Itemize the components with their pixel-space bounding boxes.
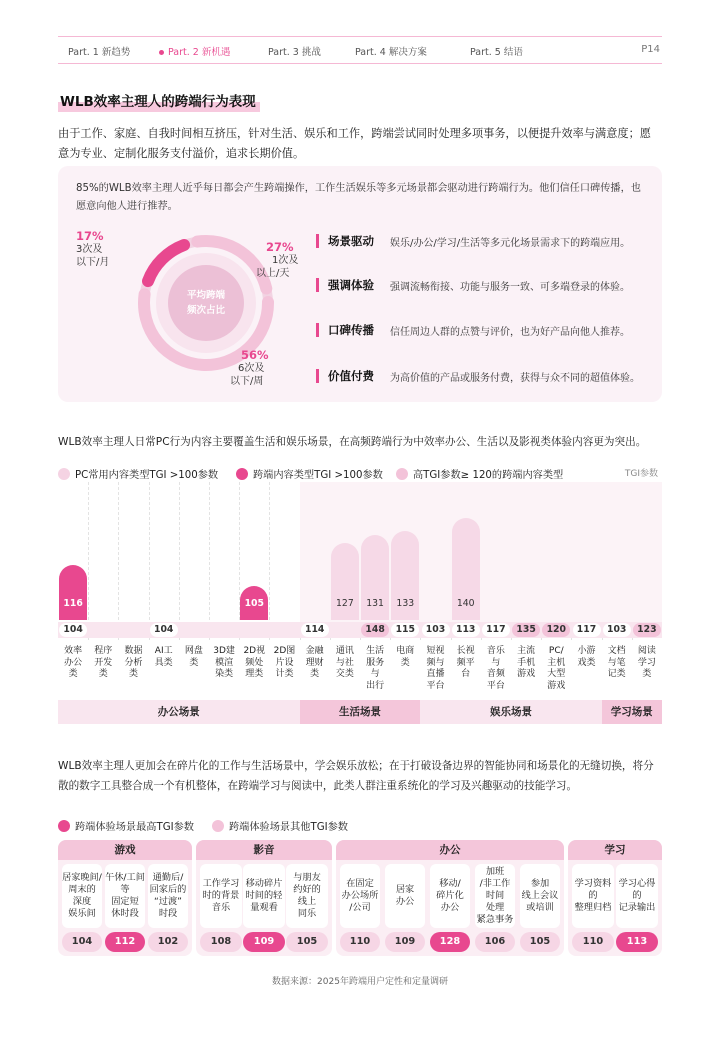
category-label: 金融 理财 类 (305, 646, 324, 679)
category-label: 音乐 与 音频 平台 (486, 646, 505, 691)
segment-27-label-1: 1次及 (272, 255, 299, 266)
pc-tgi-value: 114 (301, 623, 329, 637)
legend-high-swatch (396, 468, 408, 480)
nav-part-2[interactable] (159, 44, 230, 58)
grid-line (179, 482, 180, 640)
segment-56-label-1: 6次及 (238, 363, 265, 374)
scene-item-label: 移动碎片 时间的轻 量观看 (245, 878, 283, 913)
scene-item-label: 通勤后/ 回家后的 “过渡” 时段 (149, 872, 187, 919)
category-label: 通讯 与社 交类 (335, 646, 354, 679)
crossend-value-label: 140 (456, 598, 475, 609)
grid-line (269, 482, 270, 640)
category-label: 2D视 频处 理类 (243, 646, 266, 679)
scene-tgi-value: 105 (520, 932, 560, 952)
nav-part-5[interactable]: Part. 5 结语 (470, 47, 523, 58)
scene-item (105, 864, 145, 928)
crossend-value-label: 127 (336, 598, 354, 609)
category-label: 程序 开发 类 (94, 646, 113, 679)
scene-item-label: 学习心得 的 记录输出 (618, 878, 656, 913)
scene-item-label: 学习资料 的 整理归档 (574, 878, 612, 913)
pc-tgi-value: 123 (633, 623, 661, 637)
crossend-value-label: 116 (63, 598, 83, 609)
scene-item-label: 在固定 办公场所 /公司 (341, 878, 379, 913)
scene-legend-top-label: 跨端体验场景最高TGI参数 (75, 822, 194, 833)
legend-high-label: 高TGI参数≥ 120的跨端内容类型 (413, 470, 564, 481)
grid-line (88, 482, 89, 640)
active-dot-icon (159, 50, 164, 55)
scene-group-title: 学习 (568, 840, 662, 860)
scene-tgi-value: 110 (340, 932, 380, 952)
nav-part-4[interactable]: Part. 4 解决方案 (355, 47, 427, 58)
scene-item-label: 参加 线上会议 或培训 (521, 878, 559, 913)
legend-pc (58, 466, 218, 481)
scene-tgi-value: 109 (243, 932, 285, 952)
pc-tgi-value: 117 (482, 623, 510, 637)
crossend-value-label: 131 (366, 598, 384, 609)
tgi-strip (58, 622, 662, 638)
scene-group-title: 办公 (336, 840, 564, 860)
segment-27-label-2: 以上/天 (256, 268, 290, 279)
grid-line (149, 482, 150, 640)
scene-legend-other (212, 818, 348, 833)
donut-center-line1: 平均跨端 (186, 290, 225, 301)
scene-tgi-value: 108 (200, 932, 242, 952)
scene-tgi-value: 110 (572, 932, 614, 952)
nav-part-1[interactable]: Part. 1 新趋势 (68, 47, 131, 58)
pc-tgi-value: 148 (361, 623, 389, 637)
scene-legend-top (58, 818, 194, 833)
section-title: WLB效率主理人的跨端行为表现 (58, 90, 260, 112)
scene-item-label: 移动/ 碎片化 办公 (436, 878, 464, 913)
group-label: 娱乐场景 (420, 700, 601, 724)
scene-item (572, 864, 614, 928)
segment-17-label-2: 以下/月 (76, 257, 110, 268)
scene-tgi-value: 106 (475, 932, 515, 952)
nav-part-3[interactable]: Part. 3 挑战 (268, 47, 321, 58)
group-label: 学习场景 (602, 700, 662, 724)
scene-item (286, 864, 328, 928)
scene-item (520, 864, 560, 928)
pc-tgi-value: 103 (422, 623, 450, 637)
scene-item (475, 864, 515, 928)
scene-tgi-value: 128 (430, 932, 470, 952)
segment-27-pct: 27% (266, 240, 294, 254)
scene-item (385, 864, 425, 928)
segment-17-label-1: 3次及 (76, 244, 103, 255)
category-label: 2D图 片设 计类 (273, 646, 296, 679)
category-label: 长视 频平 台 (456, 646, 475, 679)
crossend-bar (59, 565, 87, 620)
category-label: 生活 服务 与 出行 (366, 646, 385, 691)
scene-group-title: 影音 (196, 840, 332, 860)
category-label: 网盘 类 (184, 646, 203, 668)
intro-paragraph: 由于工作、家庭、自我时间相互挤压，针对生活、娱乐和工作，跨端尝试同时处理多项事务，以便提升效率与满意度；愿意为专业、定制化服务支付溢价，追求长期价值。 (58, 127, 651, 160)
summary-card: 85%的WLB效率主理人近乎每日都会产生跨端操作，工作生活娱乐等多元场景都会驱动进行跨端行为。他们信任口碑传播，也愿意向他人进行推荐。 平均跨端 频次占比 17% 3次及 以下/月 27% 1次及 以上/天 56% 6次及 以下/周 场景驱动 娱乐/办公/学习/生活等多元化场景需求下的跨端应用。 强调体验 强调流畅衔接、功能与服务一致、可多端登录的体验。 口碑传播 信任周边人群的点赞与评价，也为好产品向他人推荐。 价值付费 为高价值的产品或服务付费，获得与众不同的超值体验。 (58, 166, 662, 402)
scene-tgi-value: 105 (286, 932, 328, 952)
category-label: 数据 分析 类 (124, 646, 143, 679)
scene-item (616, 864, 658, 928)
group-label: 办公场景 (58, 700, 300, 724)
category-label: 阅读 学习 类 (637, 646, 656, 679)
grid-line (209, 482, 210, 640)
scene-item (340, 864, 380, 928)
category-label: 效率 办公 类 (64, 646, 83, 679)
donut-center-line2: 频次占比 (186, 305, 225, 316)
scene-tgi-value: 109 (385, 932, 425, 952)
pc-tgi-value: 113 (452, 623, 480, 637)
scene-item (243, 864, 285, 928)
pc-tgi-value: 104 (150, 623, 178, 637)
scene-tgi-value: 102 (148, 932, 188, 952)
scene-item (148, 864, 188, 928)
pc-tgi-value: 115 (391, 623, 419, 637)
pc-tgi-value: 117 (573, 623, 601, 637)
segment-56-pct: 56% (241, 348, 269, 362)
category-label: 电商 类 (396, 646, 415, 668)
scene-tgi-value: 112 (105, 932, 145, 952)
category-label: AI工 具类 (154, 646, 173, 668)
pc-tgi-value: 135 (512, 623, 540, 637)
scene-tgi-value: 113 (616, 932, 658, 952)
category-label: 文档 与笔 记类 (607, 646, 626, 679)
pc-tgi-value: 120 (542, 623, 570, 637)
segment-17-pct: 17% (76, 229, 104, 243)
scene-item-label: 午休/工间 等 固定短 休时段 (105, 872, 145, 919)
legend-pc-swatch (58, 468, 70, 480)
page-number: P14 (641, 44, 660, 55)
crossend-value-label: 133 (396, 598, 415, 609)
scene-item-label: 居家晚间/ 周末的 深度 娱乐间 (62, 872, 102, 919)
scene-tgi-value: 104 (62, 932, 102, 952)
scene-item-label: 工作学习 时的背景 音乐 (202, 878, 240, 913)
pc-tgi-value: 103 (603, 623, 631, 637)
scene-item-label: 居家 办公 (395, 884, 415, 907)
top-nav (58, 36, 662, 64)
legend-crossend-label: 跨端内容类型TGI >100参数 (253, 470, 383, 481)
legend-pc-label: PC常用内容类型TGI >100参数 (75, 470, 219, 481)
grid-line (118, 482, 119, 640)
category-label: 3D建 模渲 染类 (213, 646, 235, 679)
legend-crossend-swatch (236, 468, 248, 480)
group-label: 生活场景 (300, 700, 421, 724)
pc-tgi-value: 104 (59, 623, 87, 637)
scene-legend-other-swatch (212, 820, 224, 832)
category-label: 小游 戏类 (577, 646, 596, 668)
scene-item (200, 864, 242, 928)
segment-56-label-2: 以下/周 (230, 376, 264, 387)
scene-item-label: 与朋友 约好的 线上 同乐 (293, 872, 321, 919)
legend-high (396, 466, 563, 481)
group-shade (602, 482, 662, 622)
category-label: 主流 手机 游戏 (517, 646, 536, 679)
category-label: PC/ 主机 大型 游戏 (547, 646, 566, 691)
scene-legend-top-swatch (58, 820, 70, 832)
legend-crossend (236, 466, 383, 481)
nav-part-2-label: Part. 2 新机遇 (168, 47, 231, 58)
closing-paragraph: WLB效率主理人更加会在碎片化的工作与生活场景中，学会娱乐放松；在于打破设备边界的智能协同和场景化的无缝切换，将分散的数字工具整合成一个有机整体，在跨端学习与阅读中，此类人群注重系统化的学习及兴趣驱动的技能学习。 (58, 760, 654, 792)
scene-item (62, 864, 102, 928)
chart-intro: WLB效率主理人日常PC行为内容主要覆盖生活和娱乐场景，在高频跨端行为中效率办公、生活以及影视类体验内容更为突出。 (58, 436, 647, 448)
data-source: 数据来源：2025年跨端用户定性和定量调研 (272, 977, 448, 987)
category-label: 短视 频与 直播 平台 (426, 646, 445, 691)
donut-center (168, 265, 244, 341)
scene-group-title: 游戏 (58, 840, 192, 860)
crossend-value-label: 105 (244, 598, 264, 609)
summary-text: 85%的WLB效率主理人近乎每日都会产生跨端操作，工作生活娱乐等多元场景都会驱动进行跨端行为。他们信任口碑传播，也愿意向他人进行推荐。 (76, 183, 641, 212)
scene-item (430, 864, 470, 928)
scene-item-label: 加班 /非工作 时间 处理 紧急事务 (476, 866, 514, 925)
scene-legend-other-label: 跨端体验场景其他TGI参数 (229, 822, 348, 833)
tgi-unit-label: TGI参数 (624, 469, 658, 479)
